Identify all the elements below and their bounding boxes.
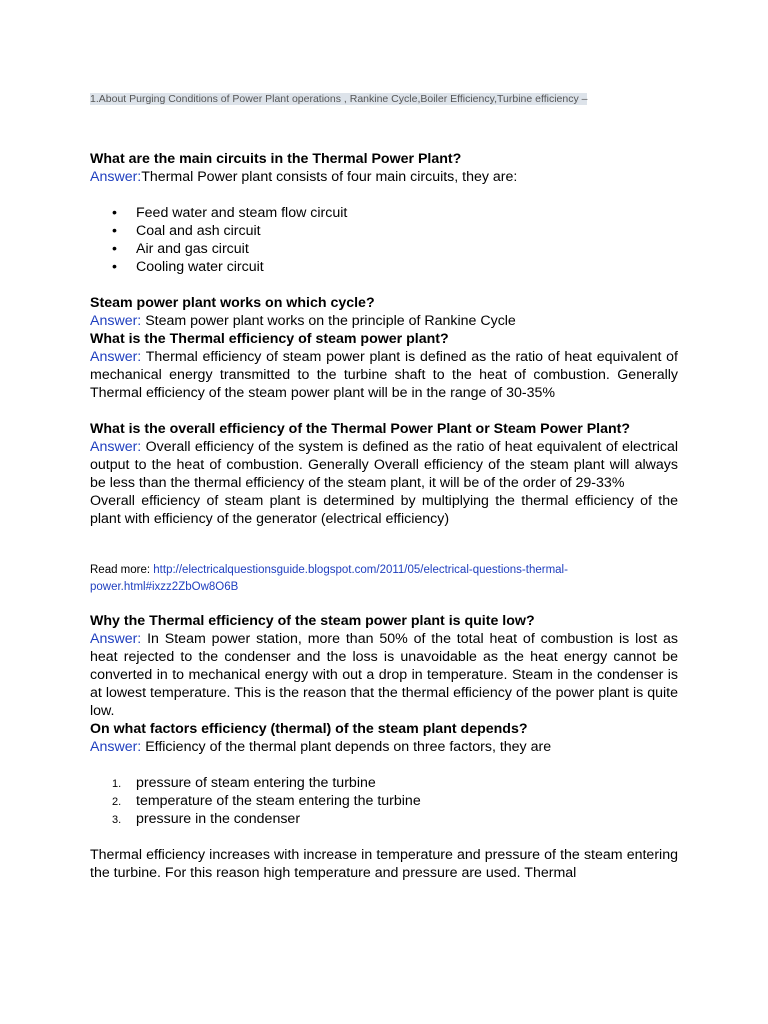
list-item-text: temperature of the steam entering the turbine xyxy=(136,793,421,809)
answer-efficiency-factors xyxy=(90,738,678,756)
question-efficiency-factors: On what factors efficiency (thermal) of the steam plant depends? xyxy=(90,721,528,737)
answer-label: Answer: xyxy=(90,439,142,455)
answer-text: Thermal Power plant consists of four main circuits, they are: xyxy=(141,169,518,185)
list-item xyxy=(90,204,678,222)
factors-list xyxy=(90,774,678,828)
answer-label: Answer: xyxy=(90,313,142,329)
answer-label: Answer: xyxy=(90,169,142,185)
question-low-efficiency: Why the Thermal efficiency of the steam power plant is quite low? xyxy=(90,613,535,629)
document-header xyxy=(90,93,587,105)
question-cycle: Steam power plant works on which cycle? xyxy=(90,295,375,311)
header-text: 1.About Purging Conditions of Power Plant operations , Rankine Cycle,Boiler Efficiency,Turbine efficiency – xyxy=(90,93,588,105)
answer-overall-efficiency xyxy=(90,438,678,492)
list-number: 1. xyxy=(112,778,122,790)
answer-main-circuits xyxy=(90,168,678,186)
list-item-text: Cooling water circuit xyxy=(136,259,264,275)
list-item-text: pressure in the condenser xyxy=(136,811,301,827)
list-number: 2. xyxy=(112,796,122,808)
list-item-text: Coal and ash circuit xyxy=(136,223,261,239)
list-item-text: Feed water and steam flow circuit xyxy=(136,205,348,221)
bullet-icon: • xyxy=(112,259,117,275)
answer-overall-efficiency-extra: Overall efficiency of steam plant is determined by multiplying the thermal efficiency of the plant with efficiency of the generator (electrical efficiency) xyxy=(90,493,678,527)
question-main-circuits: What are the main circuits in the Thermal Power Plant? xyxy=(90,151,462,167)
answer-text: Efficiency of the thermal plant depends on three factors, they are xyxy=(141,739,552,755)
answer-label: Answer: xyxy=(90,631,142,647)
list-item xyxy=(90,222,678,240)
read-more xyxy=(90,562,678,596)
list-item xyxy=(90,240,678,258)
answer-thermal-efficiency xyxy=(90,348,678,402)
list-item xyxy=(90,258,678,276)
answer-text: Thermal efficiency of steam power plant is defined as the ratio of heat equivalent of mechanical energy transmitted to the turbine shaft to the heat of combustion. Generally Thermal efficiency of the steam power plant will be in the range of 30-35% xyxy=(90,349,678,401)
circuits-list xyxy=(90,204,678,276)
bullet-icon: • xyxy=(112,205,117,221)
answer-text: In Steam power station, more than 50% of the total heat of combustion is lost as heat rejected to the condenser and the loss is unavoidable as the heat energy cannot be converted in to mechanical energy with out a drop in temperature. Steam in the condenser is at lowest temperature. This is the reason that the thermal efficiency of the power plant is quite low. xyxy=(90,631,678,719)
answer-label: Answer: xyxy=(90,739,142,755)
answer-low-efficiency xyxy=(90,630,678,720)
answer-text: Steam power plant works on the principle of Rankine Cycle xyxy=(141,313,516,329)
question-overall-efficiency: What is the overall efficiency of the Thermal Power Plant or Steam Power Plant? xyxy=(90,421,631,437)
question-thermal-efficiency: What is the Thermal efficiency of steam power plant? xyxy=(90,331,449,347)
list-item xyxy=(90,810,678,828)
answer-label: Answer: xyxy=(90,349,142,365)
read-more-label: Read more: xyxy=(90,564,154,576)
list-item-text: Air and gas circuit xyxy=(136,241,249,257)
bullet-icon: • xyxy=(112,241,117,257)
list-item xyxy=(90,792,678,810)
answer-cycle xyxy=(90,312,678,330)
list-item xyxy=(90,774,678,792)
read-more-link[interactable]: http://electricalquestionsguide.blogspot.com/2011/05/electrical-questions-thermal-power.html#ixzz2ZbOw8O6B xyxy=(90,564,568,593)
answer-text: Overall efficiency of the system is defined as the ratio of heat equivalent of electrical output to the heat of combustion. Generally Overall efficiency of the steam plant will always be less than the thermal efficiency of the steam plant, it will be of the order of 29-33% xyxy=(90,439,678,491)
document-body xyxy=(90,150,678,882)
closing-paragraph: Thermal efficiency increases with increase in temperature and pressure of the steam entering the turbine. For this reason high temperature and pressure are used. Thermal xyxy=(90,847,678,881)
list-item-text: pressure of steam entering the turbine xyxy=(136,775,376,791)
bullet-icon: • xyxy=(112,223,117,239)
list-number: 3. xyxy=(112,814,122,826)
